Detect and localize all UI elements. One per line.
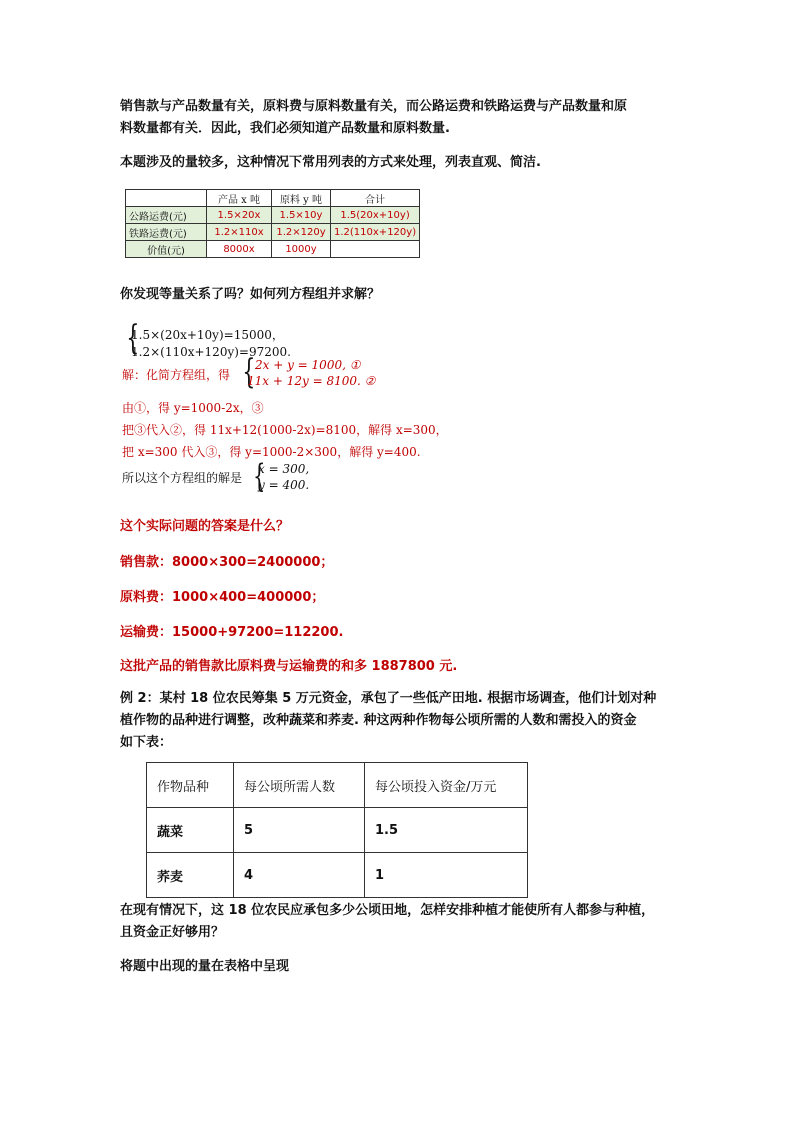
transport-label: 运输费： <box>120 625 173 640</box>
transport-line <box>120 622 680 644</box>
table-cell: 1.2×110x <box>207 224 272 241</box>
solution-y: y = 400. <box>258 478 310 492</box>
material-label: 原料费： <box>120 590 173 605</box>
table-header-cell: 作物品种 <box>147 763 234 808</box>
example-2-paragraph <box>120 688 680 754</box>
example-2-line-3: 如下表： <box>120 735 173 750</box>
table-cell <box>331 241 420 258</box>
table-header-cell: 产品 x 吨 <box>207 190 272 207</box>
table-cell: 1.2×120y <box>272 224 331 241</box>
table-cell: 蔬菜 <box>147 808 234 853</box>
table-header-cell: 每公顷所需人数 <box>234 763 365 808</box>
transport-value: 15000+97200=112200. <box>172 625 344 640</box>
table-cell: 1.5(20x+10y) <box>331 207 420 224</box>
table-cell: 1.5×10y <box>272 207 331 224</box>
table-header-cell: 每公顷投入资金/万元 <box>365 763 528 808</box>
table-row <box>126 224 420 241</box>
summary-line <box>120 656 680 678</box>
left-brace-icon: { <box>253 457 266 495</box>
table-row <box>126 190 420 207</box>
example-2-line-2: 植作物的品种进行调整，改种蔬菜和荞麦. 种这两种作物每公顷所需的人数和需投入的资金 <box>120 713 637 728</box>
summary-amount: 1887800 元. <box>371 659 458 674</box>
table-cell: 1.5×20x <box>207 207 272 224</box>
table-row-label: 公路运费(元) <box>126 207 207 224</box>
table-row-label: 价值(元) <box>126 241 207 258</box>
table-header-cell: 合计 <box>331 190 420 207</box>
equation-1: 1.5×(20x+10y)=15000， <box>131 328 284 342</box>
list-method-paragraph: 本题涉及的量较多，这种情况下常用列表的方式来处理，列表直观、简洁. <box>120 155 541 170</box>
intro-line-2: 料数量都有关．因此，我们必须知道产品数量和原料数量. <box>120 121 450 136</box>
intro-line-1: 销售款与产品数量有关，原料费与原料数量有关，而公路运费和铁路运费与产品数量和原 <box>120 99 628 114</box>
table-cell: 4 <box>234 853 365 898</box>
solution-prefix: 解：化简方程组，得 <box>122 368 231 382</box>
solution-step-1: 由①，得 y=1000-2x，③ <box>122 401 264 415</box>
crop-table <box>146 762 528 898</box>
sales-label: 销售款： <box>120 555 173 570</box>
material-value: 1000×400=400000； <box>172 590 325 605</box>
freight-table <box>125 189 420 258</box>
table-cell: 荞麦 <box>147 853 234 898</box>
left-brace-icon: { <box>242 352 256 392</box>
summary-text: 这批产品的销售款比原料费与运输费的和多 <box>120 659 372 674</box>
table-cell: 1.2(110x+120y) <box>331 224 420 241</box>
sales-line <box>120 552 680 574</box>
closing-text: 将题中出现的量在表格中呈现 <box>120 959 290 974</box>
simplified-equation-1: 2x + y = 1000, ① <box>255 358 361 372</box>
table-row <box>126 207 420 224</box>
table-row-label: 铁路运费(元) <box>126 224 207 241</box>
question-2-line-1: 在现有情况下，这 18 位农民应承包多少公顷田地，怎样安排种植才能使所有人都参与种植， <box>120 903 655 918</box>
example-2-line-1: 例 2：某村 18 位农民筹集 5 万元资金，承包了一些低产田地. 根据市场调查，他们计划对种 <box>120 691 657 706</box>
sales-value: 8000×300=2400000； <box>172 555 334 570</box>
table-row <box>126 241 420 258</box>
table-cell: 1.5 <box>365 808 528 853</box>
table-row <box>147 853 528 898</box>
left-brace-icon: { <box>126 318 140 358</box>
table-row <box>147 763 528 808</box>
material-line <box>120 587 680 609</box>
solution-step-2: 把③代入②，得 11x+12(1000-2x)=8100，解得 x=300， <box>122 423 448 437</box>
table-cell: 1000y <box>272 241 331 258</box>
solution-step-3: 把 x=300 代入③，得 y=1000-2×300，解得 y=400. <box>122 445 421 459</box>
solution-x: x = 300, <box>258 462 310 476</box>
equation-question: 你发现等量关系了吗？如何列方程组并求解？ <box>120 287 381 302</box>
simplified-equation-2: 11x + 12y = 8100. ② <box>247 374 376 388</box>
table-cell: 5 <box>234 808 365 853</box>
table-cell <box>126 190 207 207</box>
table-row <box>147 808 528 853</box>
question-2-line-2: 且资金正好够用？ <box>120 925 225 940</box>
intro-paragraph <box>120 96 680 140</box>
table-cell: 1 <box>365 853 528 898</box>
table-header-cell: 原料 y 吨 <box>272 190 331 207</box>
question-2-paragraph <box>120 900 680 944</box>
equation-2: 1.2×(110x+120y)=97200. <box>131 345 291 359</box>
answer-question: 这个实际问题的答案是什么？ <box>120 519 290 534</box>
solution-conclusion-prefix: 所以这个方程组的解是 <box>122 471 243 485</box>
table-cell: 8000x <box>207 241 272 258</box>
